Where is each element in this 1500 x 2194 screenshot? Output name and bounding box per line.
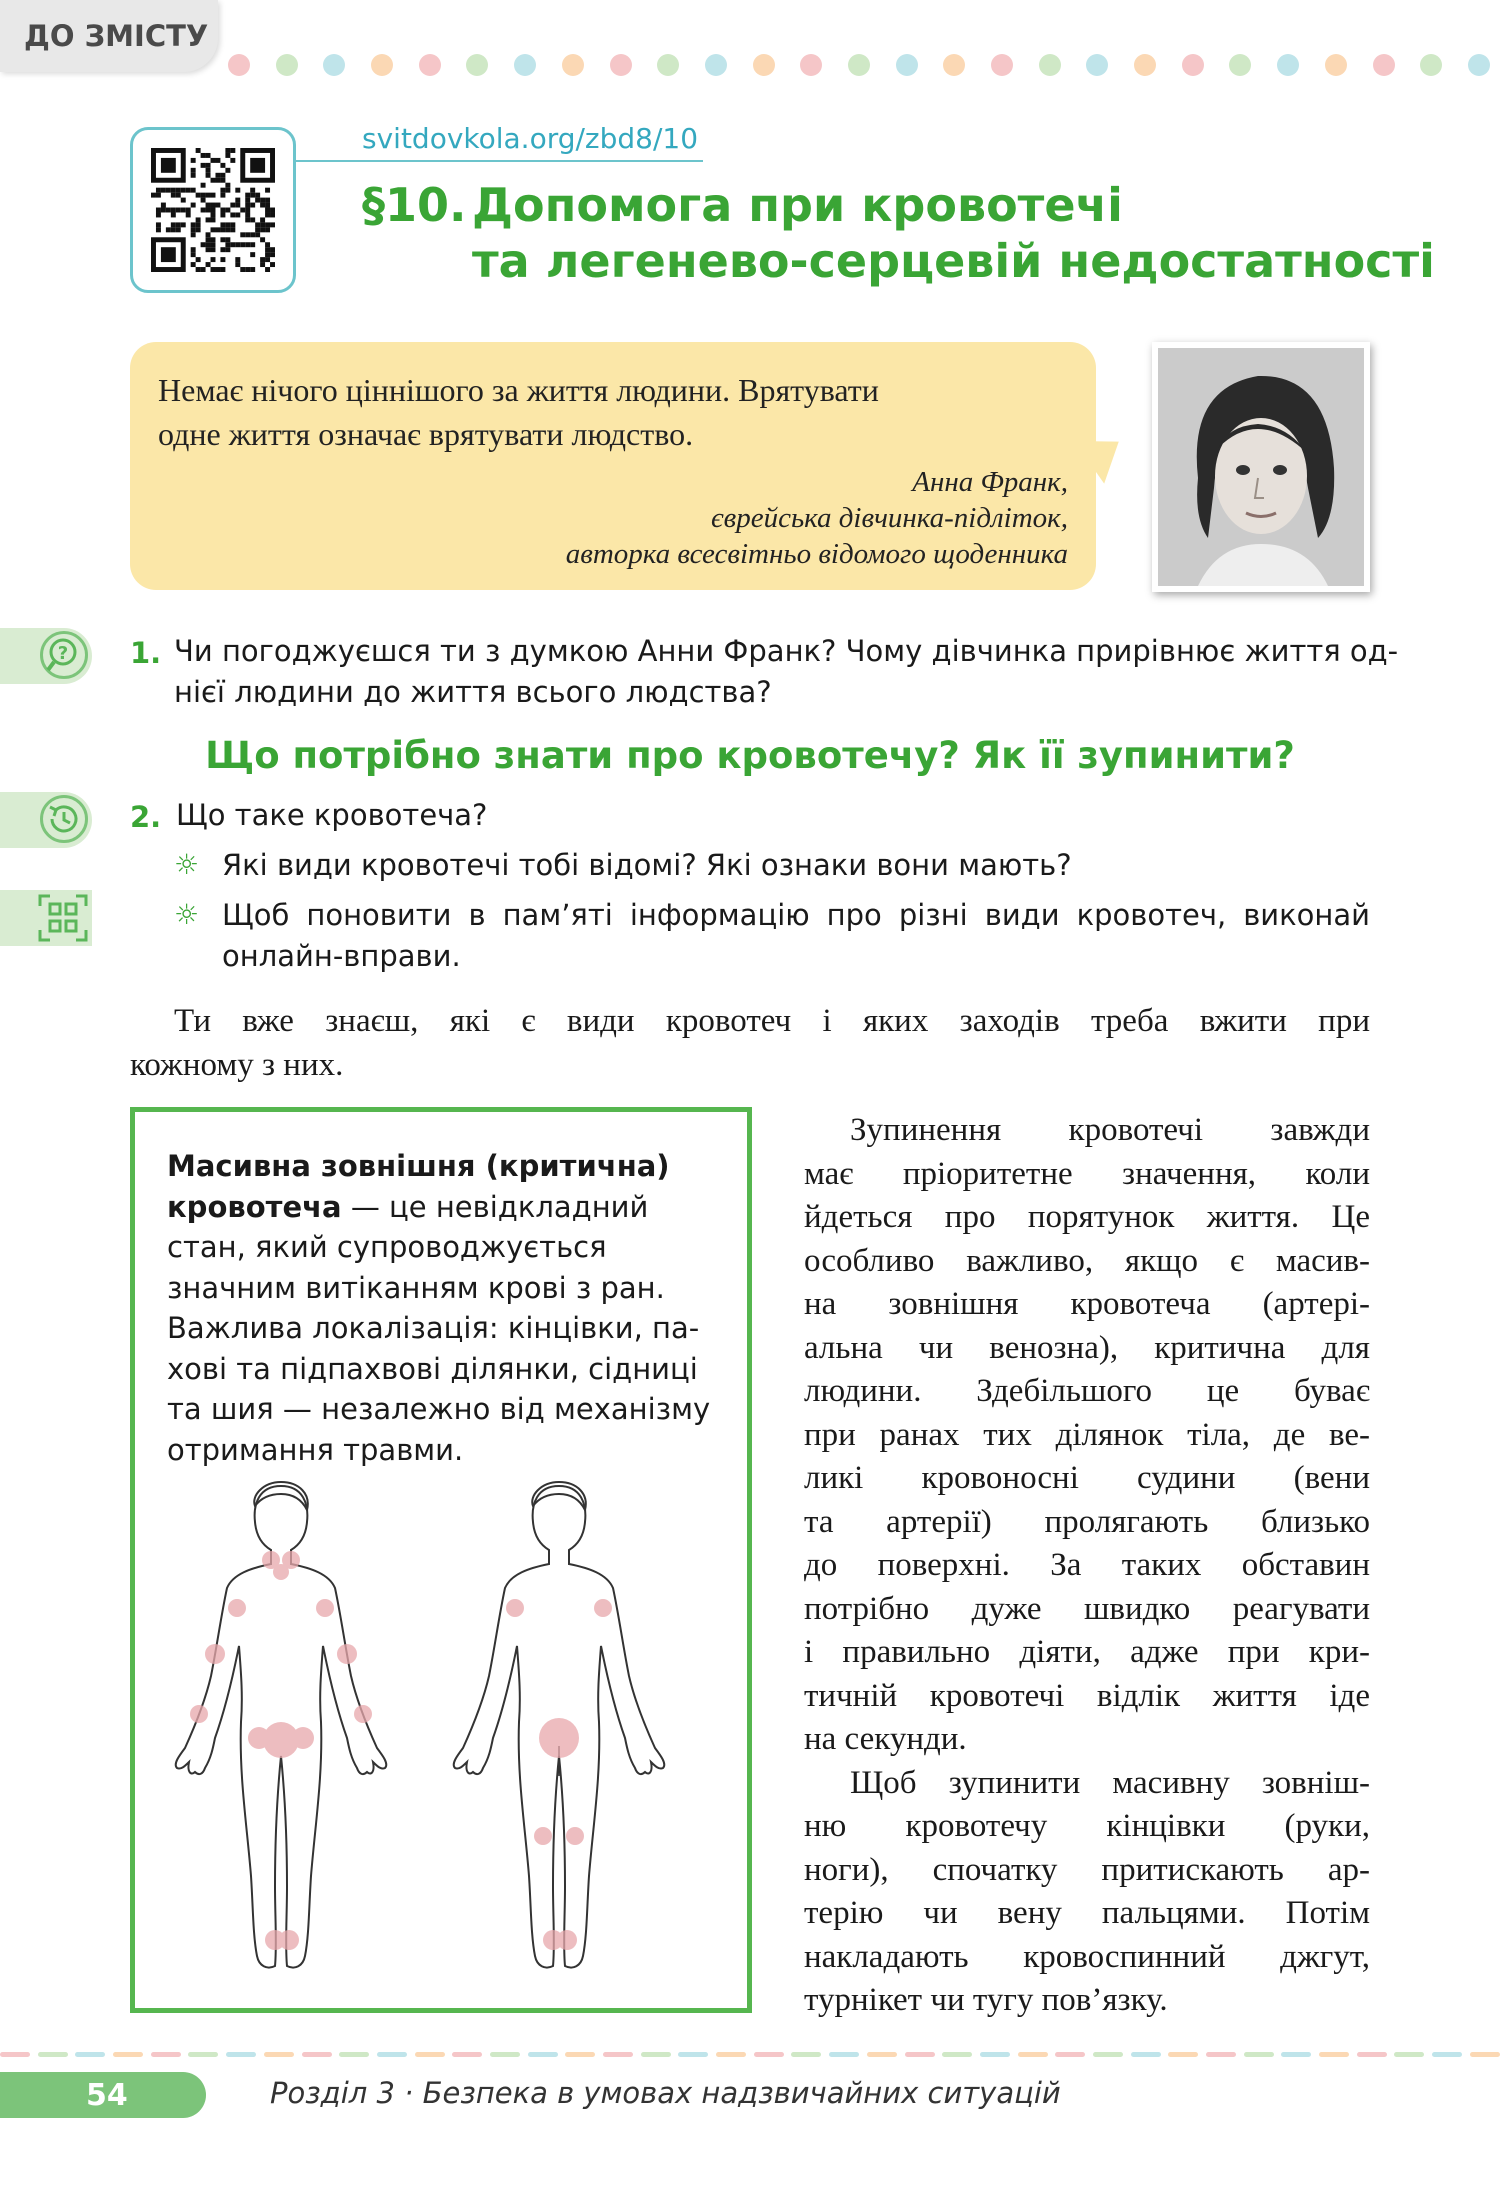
definition-line6: та шия — незалежно від механізму bbox=[167, 1392, 711, 1426]
question2-text: Що таке кровотеча? bbox=[176, 798, 488, 832]
question1-line1: Чи погоджуєшся ти з думкою Анни Франк? Чому дівчинка прирівнює життя од- bbox=[174, 634, 1399, 668]
decorative-dot bbox=[1420, 54, 1442, 76]
page-number: 54 bbox=[86, 2077, 128, 2113]
definition-line5: хові та підпахвові ділянки, сідниці bbox=[167, 1351, 698, 1386]
footer-dash bbox=[528, 2052, 558, 2057]
footer-dash bbox=[1093, 2052, 1123, 2057]
right-column-line: і правильно діяти, адже при кри- bbox=[804, 1634, 1370, 1670]
quote-author-desc2: авторка всесвітньо відомого щоденника bbox=[565, 538, 1068, 570]
quote-author: Анна Франк, bbox=[912, 466, 1068, 498]
footer-dash bbox=[829, 2052, 859, 2057]
right-column-line: на зовнішня кровотеча (артері- bbox=[804, 1286, 1370, 1322]
definition-term-line1: Масивна зовнішня (критична) bbox=[167, 1149, 670, 1183]
intro-line2: кожному з них. bbox=[130, 1047, 344, 1083]
online-side-tab bbox=[0, 890, 92, 946]
right-column-line: при ранах тих ділянок тіла, де ве- bbox=[804, 1416, 1370, 1453]
right-column-line: альна чи венозна), критична для bbox=[804, 1329, 1370, 1366]
definition-box bbox=[130, 1107, 752, 2013]
footer-dash bbox=[1470, 2052, 1500, 2057]
footer-dash bbox=[188, 2052, 218, 2057]
footer-dash bbox=[791, 2052, 821, 2057]
decorative-dot bbox=[896, 54, 918, 76]
footer-dash bbox=[1131, 2052, 1161, 2057]
decorative-dot bbox=[610, 54, 632, 76]
footer-dash bbox=[1244, 2052, 1274, 2057]
footer-dash bbox=[339, 2052, 369, 2057]
right-column-line: на секунди. bbox=[804, 1721, 967, 1757]
decorative-dots bbox=[228, 52, 1490, 78]
decorative-dot bbox=[1277, 54, 1299, 76]
footer-dash bbox=[603, 2052, 633, 2057]
bullet2-line1: Щоб поновити в пам’яті інформацію про різні види кровотеч, виконай bbox=[222, 898, 1370, 932]
footer-dash bbox=[415, 2052, 445, 2057]
footer-dash bbox=[678, 2052, 708, 2057]
right-column-line: особливо важливо, якщо є масив- bbox=[804, 1242, 1370, 1279]
back-body-figure bbox=[454, 1482, 665, 1968]
decorative-dot bbox=[1373, 54, 1395, 76]
footer-dash bbox=[264, 2052, 294, 2057]
footer-dash bbox=[75, 2052, 105, 2057]
history-side-tab bbox=[0, 792, 92, 848]
quote-line1: Немає нічого ціннішого за життя людини. Врятувати bbox=[158, 372, 879, 408]
decorative-dot bbox=[943, 54, 965, 76]
decorative-dot bbox=[562, 54, 584, 76]
footer-section-text: Розділ 3 · Безпека в умовах надзвичайних ситуацій bbox=[270, 2076, 1061, 2110]
section-number: §10. bbox=[362, 178, 467, 232]
clock-history-icon bbox=[40, 795, 88, 843]
toc-label: ДО ЗМІСТУ bbox=[24, 19, 209, 53]
footer-dash bbox=[980, 2052, 1010, 2057]
footer-dash bbox=[113, 2052, 143, 2057]
decorative-dot bbox=[419, 54, 441, 76]
decorative-dot bbox=[753, 54, 775, 76]
page-title-line1: Допомога при кровотечі bbox=[472, 178, 1123, 232]
decorative-dot bbox=[1229, 54, 1251, 76]
decorative-dot bbox=[276, 54, 298, 76]
decorative-dot bbox=[323, 54, 345, 76]
decorative-dot bbox=[848, 54, 870, 76]
question2-number: 2. bbox=[130, 800, 162, 834]
right-column-line: турнікет чи тугу пов’язку. bbox=[804, 1982, 1168, 2018]
right-column-line: терію чи вену пальцями. Потім bbox=[804, 1895, 1370, 1931]
footer-dash bbox=[905, 2052, 935, 2057]
footer-dash bbox=[1432, 2052, 1462, 2057]
toc-button[interactable] bbox=[0, 0, 218, 72]
intro-line1: Ти вже знаєш, які є види кровотеч і яких заходів треба вжити при bbox=[174, 1003, 1370, 1039]
footer-dash bbox=[0, 2052, 30, 2057]
right-column-line: тичній кровотечі відлік життя іде bbox=[804, 1677, 1370, 1714]
decorative-dot bbox=[991, 54, 1013, 76]
bullet1-text: Які види кровотечі тобі відомі? Які ознаки вони мають? bbox=[222, 848, 1072, 882]
definition-line3: значним витіканням крові з ран. bbox=[167, 1270, 665, 1305]
right-column-line: Зупинення кровотечі завжди bbox=[850, 1112, 1370, 1148]
bullet1-icon: ☼ bbox=[174, 848, 200, 881]
definition-line1: — це невідкладний bbox=[341, 1189, 649, 1224]
quote-line2: одне життя означає врятувати людство. bbox=[158, 416, 694, 452]
footer-dashes bbox=[0, 2052, 1500, 2058]
right-column-line: до поверхні. За таких обставин bbox=[804, 1547, 1370, 1583]
decorative-dot bbox=[1086, 54, 1108, 76]
body-diagram bbox=[171, 1476, 721, 1986]
decorative-dot bbox=[657, 54, 679, 76]
decorative-dot bbox=[800, 54, 822, 76]
bullet2-line2: онлайн-вправи. bbox=[222, 939, 461, 973]
quote-bubble bbox=[130, 342, 1096, 590]
footer-dash bbox=[1018, 2052, 1048, 2057]
footer-dash bbox=[641, 2052, 671, 2057]
footer-dash bbox=[716, 2052, 746, 2057]
right-column-line: ликі кровоносні судини (вени bbox=[804, 1460, 1370, 1496]
right-column-text bbox=[804, 1109, 1370, 2023]
decorative-dot bbox=[466, 54, 488, 76]
decorative-dot bbox=[1182, 54, 1204, 76]
footer-dash bbox=[377, 2052, 407, 2057]
footer-dash bbox=[1055, 2052, 1085, 2057]
footer-dash bbox=[565, 2052, 595, 2057]
footer-dash bbox=[1394, 2052, 1424, 2057]
footer-dash bbox=[226, 2052, 256, 2057]
footer-dash bbox=[1168, 2052, 1198, 2057]
page-number-tab bbox=[0, 2072, 206, 2118]
question1-number: 1. bbox=[130, 636, 162, 670]
url-underline bbox=[296, 160, 703, 162]
footer-dash bbox=[942, 2052, 972, 2057]
question-magnifier-icon bbox=[40, 631, 88, 679]
right-column-line: накладають кровоспинний джгут, bbox=[804, 1938, 1370, 1975]
decorative-dot bbox=[1039, 54, 1061, 76]
question1-line2: нієї людини до життя всього людства? bbox=[174, 675, 772, 709]
footer-dash bbox=[1206, 2052, 1236, 2057]
qr-code-icon bbox=[151, 148, 275, 272]
footer-dash bbox=[1281, 2052, 1311, 2057]
qr-scan-icon[interactable] bbox=[38, 894, 88, 942]
decorative-dot bbox=[1134, 54, 1156, 76]
anne-frank-photo bbox=[1152, 342, 1370, 592]
subheading: Що потрібно знати про кровотечу? Як її зупинити? bbox=[205, 734, 1295, 777]
right-column-line: йдеться про порятунок життя. Це bbox=[804, 1199, 1370, 1235]
decorative-dot bbox=[228, 54, 250, 76]
decorative-dot bbox=[371, 54, 393, 76]
footer-dash bbox=[1357, 2052, 1387, 2057]
decorative-dot bbox=[514, 54, 536, 76]
right-column-line: людини. Здебільшого це буває bbox=[804, 1373, 1370, 1409]
right-column-line: ноги), спочатку притискають ар- bbox=[804, 1851, 1370, 1888]
footer-dash bbox=[302, 2052, 332, 2057]
right-column-line: ню кровотечу кінцівки (руки, bbox=[804, 1808, 1370, 1844]
footer-dash bbox=[151, 2052, 181, 2057]
footer-dash bbox=[754, 2052, 784, 2057]
question-side-tab bbox=[0, 628, 92, 684]
footer-dash bbox=[1319, 2052, 1349, 2057]
page-title-line2: та легенево-серцевій недостатності bbox=[472, 234, 1435, 288]
footer-dash bbox=[490, 2052, 520, 2057]
definition-line4: Важлива локалізація: кінцівки, па- bbox=[167, 1311, 700, 1345]
definition-line7: отримання травми. bbox=[167, 1432, 464, 1467]
decorative-dot bbox=[1325, 54, 1347, 76]
footer-dash bbox=[867, 2052, 897, 2057]
right-column-line: та артерії) пролягають близько bbox=[804, 1503, 1370, 1540]
right-column-line: має пріоритетне значення, коли bbox=[804, 1155, 1370, 1192]
footer-dash bbox=[452, 2052, 482, 2057]
portrait-image bbox=[1158, 348, 1364, 586]
decorative-dot bbox=[705, 54, 727, 76]
qr-code[interactable] bbox=[130, 127, 296, 293]
right-column-line: потрібно дуже швидко реагувати bbox=[804, 1590, 1370, 1627]
definition-term-line2: кровотеча bbox=[167, 1189, 342, 1224]
front-body-figure bbox=[176, 1482, 387, 1968]
quote-author-desc1: єврейська дівчинка-підліток, bbox=[711, 502, 1068, 534]
right-column-line: Щоб зупинити масивну зовніш- bbox=[850, 1764, 1370, 1801]
bullet2-icon: ☼ bbox=[174, 898, 200, 931]
decorative-dot bbox=[1468, 54, 1490, 76]
section-url-link[interactable]: svitdovkola.org/zbd8/10 bbox=[362, 122, 699, 155]
definition-text bbox=[167, 1146, 727, 1470]
footer-dash bbox=[38, 2052, 68, 2057]
definition-line2: стан, який супроводжується bbox=[167, 1230, 607, 1264]
svg-text:?: ? bbox=[57, 643, 69, 664]
